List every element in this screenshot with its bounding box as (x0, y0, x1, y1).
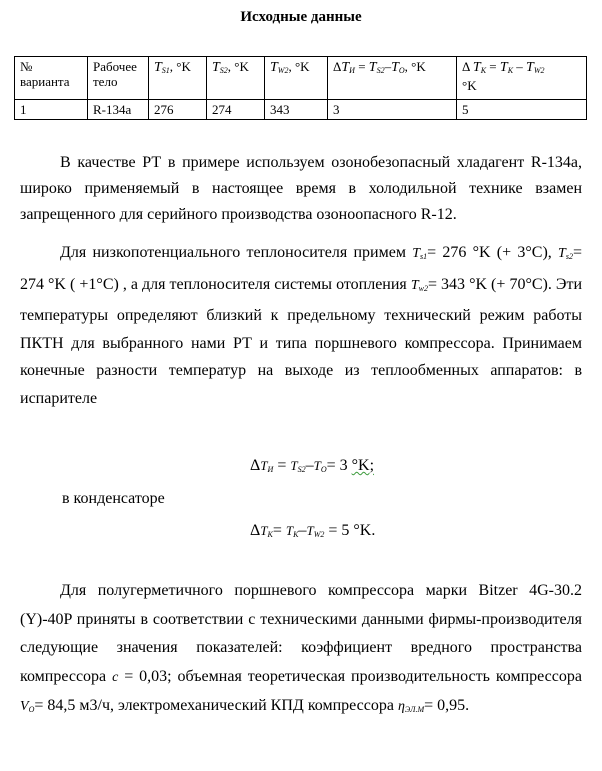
cell-variant: 1 (15, 100, 88, 120)
cell-ts1: 276 (149, 100, 207, 120)
paragraph-temperatures: Для низкопотенциального теплоносителя примем $T_{s1}= 276$ °K (+ 3°C), $T_{s2}= 274$ °K ( +1°C) , а для теплоносителя системы отопления $T_{w2}= 343$ °K (+ 70°C). Эти температуры определяют близкий к предельному технический режим работы ПКТН для выбранного нами РТ и типа поршневого компрессора. Принимаем конечные разности температур на выходе из теплообменных аппаратов: в испарителе (20, 244, 583, 407)
cell-working-fluid: R-134a (88, 100, 149, 120)
cell-tw2: 343 (265, 100, 328, 120)
header-tw2: $T_{W2}$, °K (265, 57, 328, 100)
paragraph-refrigerant: В качестве РТ в примере используем озонобезопасный хладагент R-134а, широко применяемый в настоящее время в холодильной технике взамен запрещенного для серийного производства озоноопасного R-12. (20, 154, 582, 223)
header-delta-ti: $\Delta T_И = T_{S2}-T_O$, °K (328, 57, 457, 100)
cell-delta-ti: 3 (328, 100, 457, 120)
page-title: Исходные данные (240, 9, 362, 25)
initial-data-table (14, 56, 587, 120)
cell-delta-tk: 5 (457, 100, 587, 120)
formula-evaporator: $\Delta T_И = T_{S2}-T_O= 3$ °K; (250, 457, 375, 474)
cell-ts2: 274 (207, 100, 265, 120)
table-header-row (15, 57, 587, 100)
paragraph-compressor: Для полугерметичного поршневого компрессора марки Bitzer 4G-30.2 (Y)-40P приняты в соответствии с техническими данными фирмы-производителя следующие значения показателей: коэффициент вредного пространства компрессора c = 0,03; объемная теоретическая производительность компрессора $V_O= 84,5$ м3/ч, электромеханический КПД компрессора $\eta_{ЭЛ.М}= 0,95$. (20, 582, 582, 714)
header-ts1: $T_{S1}$, °K (149, 57, 207, 100)
header-variant: № варианта (15, 57, 88, 100)
label-condenser: в конденсаторе (62, 490, 165, 507)
header-delta-tk: Δ $T_K = T_K - T_{W2}$ °K (457, 57, 587, 100)
header-ts2: $T_{S2}$, °K (207, 57, 265, 100)
table-row (15, 100, 587, 120)
header-working-fluid: Рабочее тело (88, 57, 149, 100)
formula-condenser: $\Delta T_К= T_K-T_{W2} = 5$ °K. (250, 522, 376, 539)
